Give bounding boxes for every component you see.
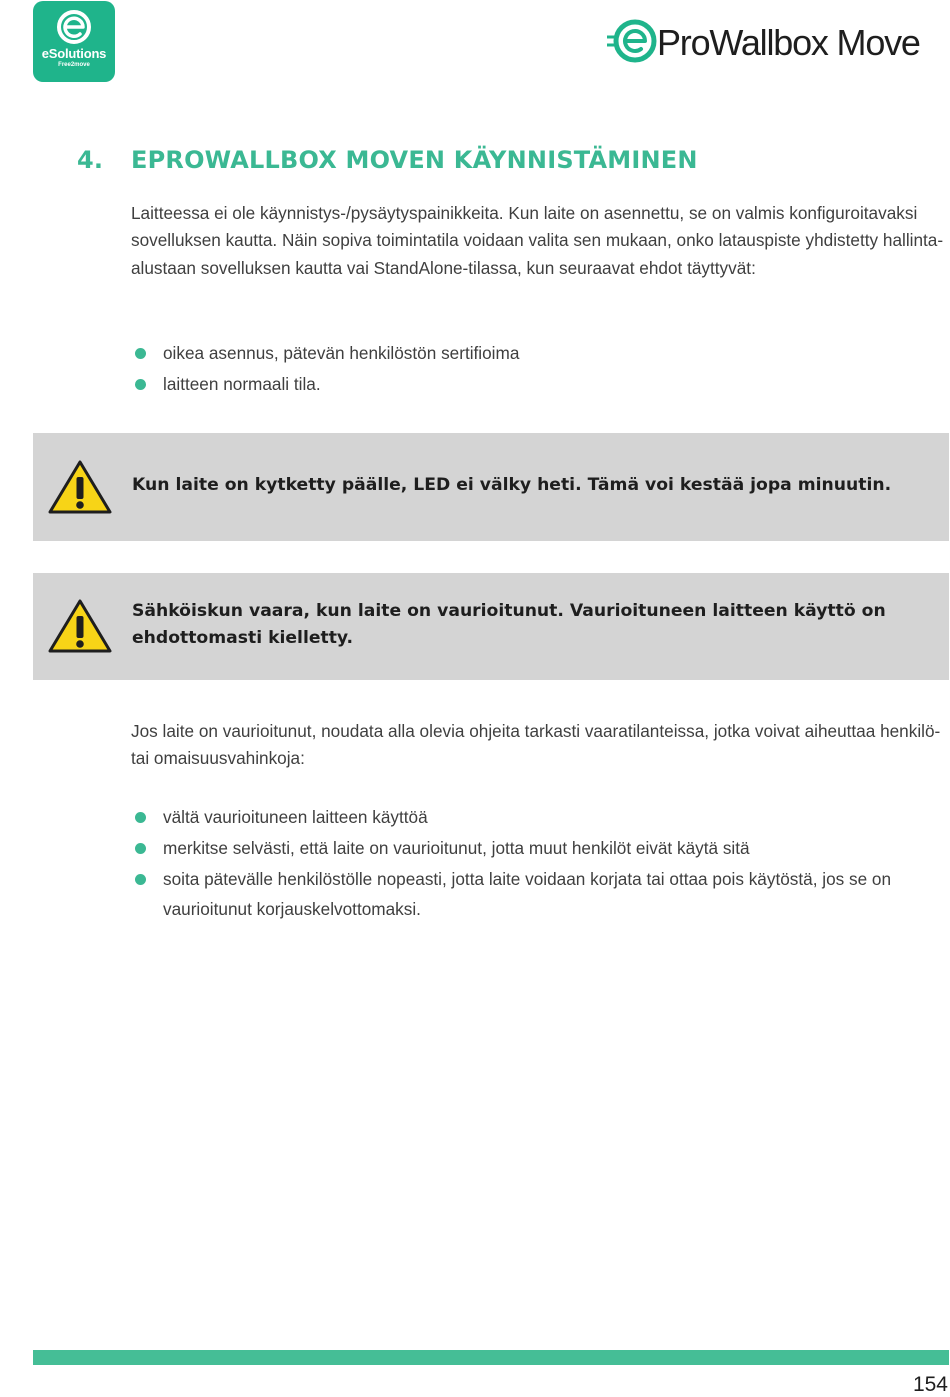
warning-triangle-icon — [47, 598, 113, 654]
bullet-dot-icon — [135, 812, 146, 823]
list-item-text: oikea asennus, pätevän henkilöstön sertifioima — [163, 343, 520, 363]
bullet-dot-icon — [135, 348, 146, 359]
warning-box — [33, 433, 949, 541]
list-item — [131, 802, 931, 833]
intro-paragraph: Laitteessa ei ole käynnistys-/pysäytyspainikkeita. Kun laite on asennettu, se on valmis konfiguroitavaksi sovelluksen kautta. Näin sopiva toimintatila voidaan valita sen mukaan, onko latauspiste yhdistetty hallinta-alustaan sovelluksen kautta vai StandAlone-tilassa, kun seuraavat ehdot täyttyvät: — [131, 203, 944, 278]
e-plug-logo-icon — [56, 9, 92, 45]
list-item — [131, 338, 931, 369]
footer-bar — [33, 1350, 949, 1365]
bullet-dot-icon — [135, 874, 146, 885]
prowallbox-logo — [605, 16, 950, 66]
list-item-text: laitteen normaali tila. — [163, 373, 321, 394]
damaged-steps-list — [131, 802, 931, 925]
list-item-text: merkitse selvästi, että laite on vaurioitunut, jotta muut henkilöt eivät käytä sitä — [163, 837, 750, 858]
e-plug-logo-icon — [605, 18, 657, 64]
warning-box — [33, 573, 949, 680]
warning-triangle-icon — [47, 459, 113, 515]
warning-text: Kun laite on kytketty päälle, LED ei välky heti. Tämä voi kestää jopa minuutin. — [132, 475, 892, 495]
list-item-text: soita pätevälle henkilöstölle nopeasti, jotta laite voidaan korjata tai ottaa pois käytöstä, jos se on vaurioitunut korjauskelvottomaksi. — [163, 868, 892, 920]
conditions-list — [131, 338, 931, 400]
section-title: EPROWALLBOX MOVEN KÄYNNISTÄMINEN — [131, 146, 698, 174]
logo-sub-text: Free2move — [58, 62, 90, 68]
list-item-text: vältä vaurioituneen laitteen käyttöä — [163, 807, 428, 827]
section-heading — [77, 146, 698, 174]
list-item — [131, 833, 931, 864]
esolutions-logo — [33, 1, 115, 82]
bullet-dot-icon — [135, 379, 146, 390]
list-item — [131, 864, 931, 926]
page-number: 154 — [912, 1373, 948, 1396]
damaged-intro-paragraph: Jos laite on vaurioitunut, noudata alla olevia ohjeita tarkasti vaaratilanteissa, jotka voivat aiheuttaa henkilö- tai omaisuusvahinkoja: — [131, 721, 941, 769]
list-item — [131, 369, 931, 400]
bullet-dot-icon — [135, 843, 146, 854]
logo-brand-text: eSolutions — [41, 46, 107, 61]
section-number: 4. — [77, 146, 104, 174]
warning-text: Sähköiskun vaara, kun laite on vaurioitunut. Vaurioituneen laitteen käyttö on ehdottomasti kielletty. — [132, 601, 886, 649]
logo-wordmark: ProWallbox Move — [657, 22, 920, 63]
